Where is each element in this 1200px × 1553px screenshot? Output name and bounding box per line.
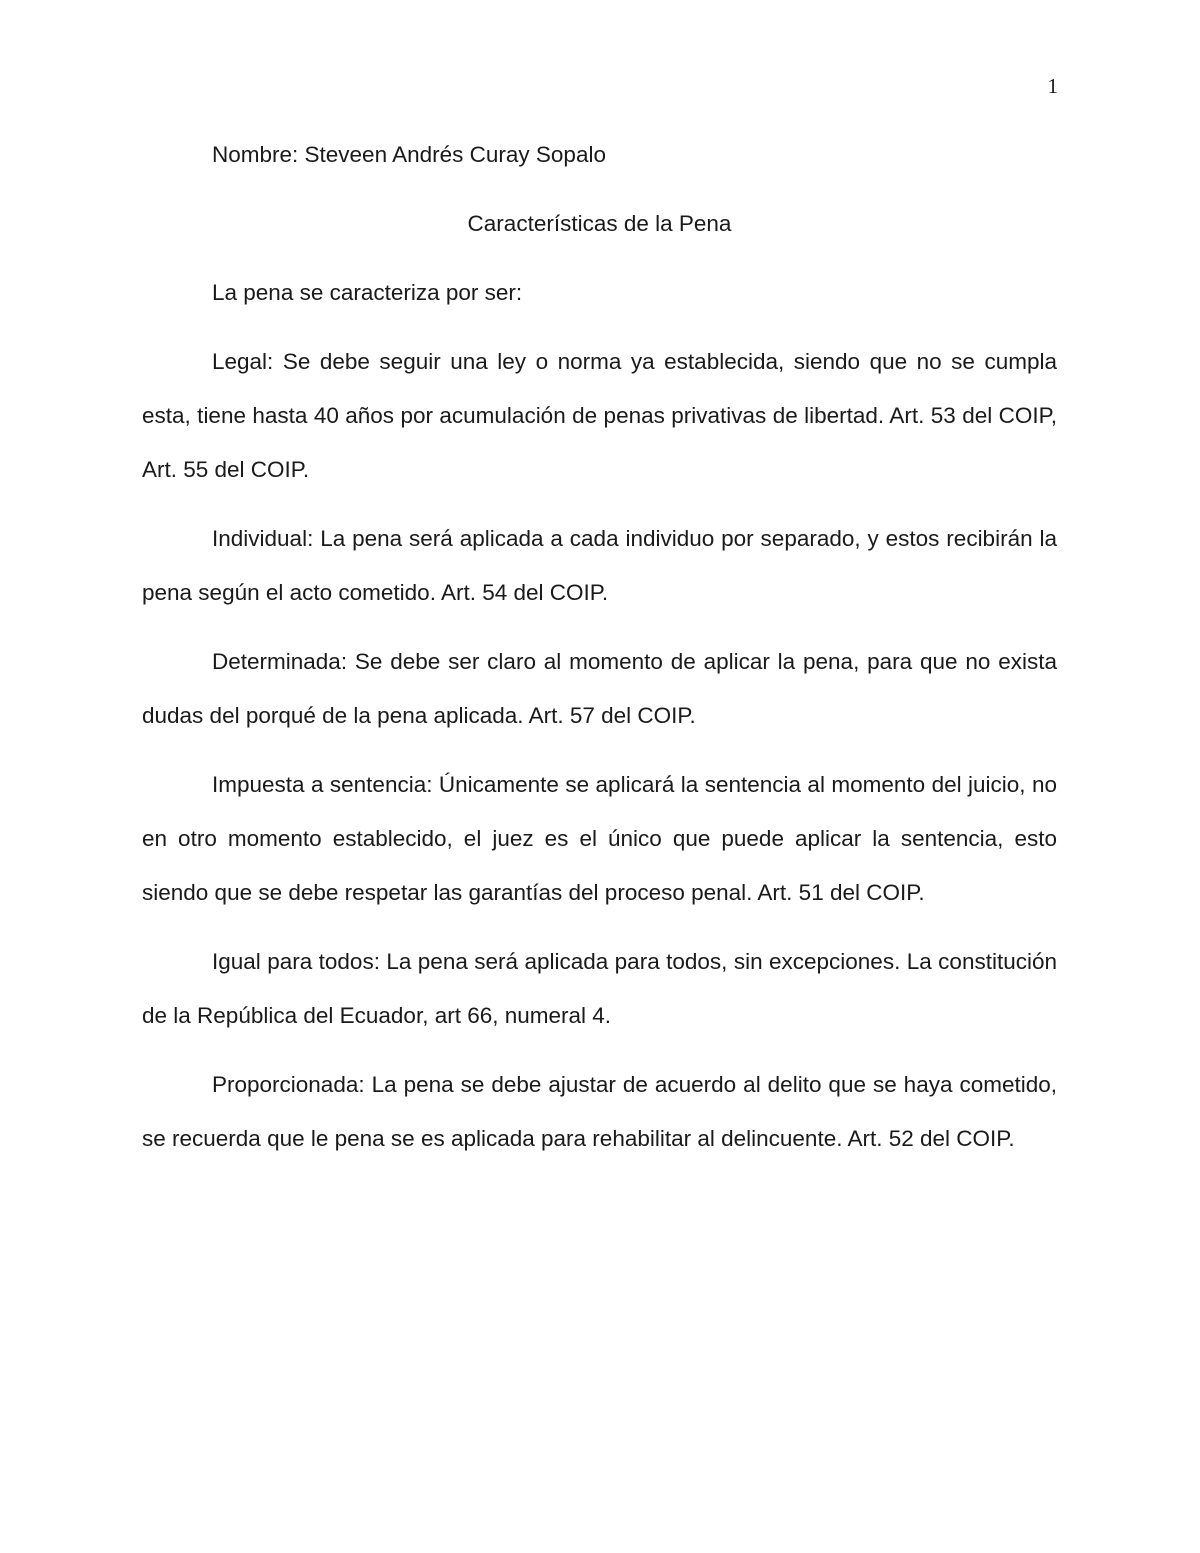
intro-line: La pena se caracteriza por ser:: [212, 280, 523, 305]
paragraph-determinada: Determinada: Se debe ser claro al momento de aplicar la pena, para que no exista dudas del porqué de la pena aplicada. Art. 57 del COIP.: [142, 649, 1057, 728]
page-number: 1: [1047, 74, 1058, 98]
author-name-line: Nombre: Steveen Andrés Curay Sopalo: [212, 142, 606, 167]
document-title: Características de la Pena: [467, 211, 732, 236]
document-body: [142, 128, 1057, 1181]
paragraph-igual-para-todos: Igual para todos: La pena será aplicada para todos, sin excepciones. La constitución de la República del Ecuador, art 66, numeral 4.: [142, 949, 1057, 1028]
paragraph-individual: Individual: La pena será aplicada a cada individuo por separado, y estos recibirán la pena según el acto cometido. Art. 54 del COIP.: [142, 526, 1057, 605]
paragraph-legal: Legal: Se debe seguir una ley o norma ya establecida, siendo que no se cumpla esta, tiene hasta 40 años por acumulación de penas privativas de libertad. Art. 53 del COIP, Art. 55 del COIP.: [142, 349, 1057, 482]
paragraph-proporcionada: Proporcionada: La pena se debe ajustar de acuerdo al delito que se haya cometido, se recuerda que le pena se es aplicada para rehabilitar al delincuente. Art. 52 del COIP.: [142, 1072, 1057, 1151]
paragraph-impuesta-a-sentencia: Impuesta a sentencia: Únicamente se aplicará la sentencia al momento del juicio, no en otro momento establecido, el juez es el único que puede aplicar la sentencia, esto siendo que se debe respetar las garantías del proceso penal. Art. 51 del COIP.: [142, 772, 1057, 905]
